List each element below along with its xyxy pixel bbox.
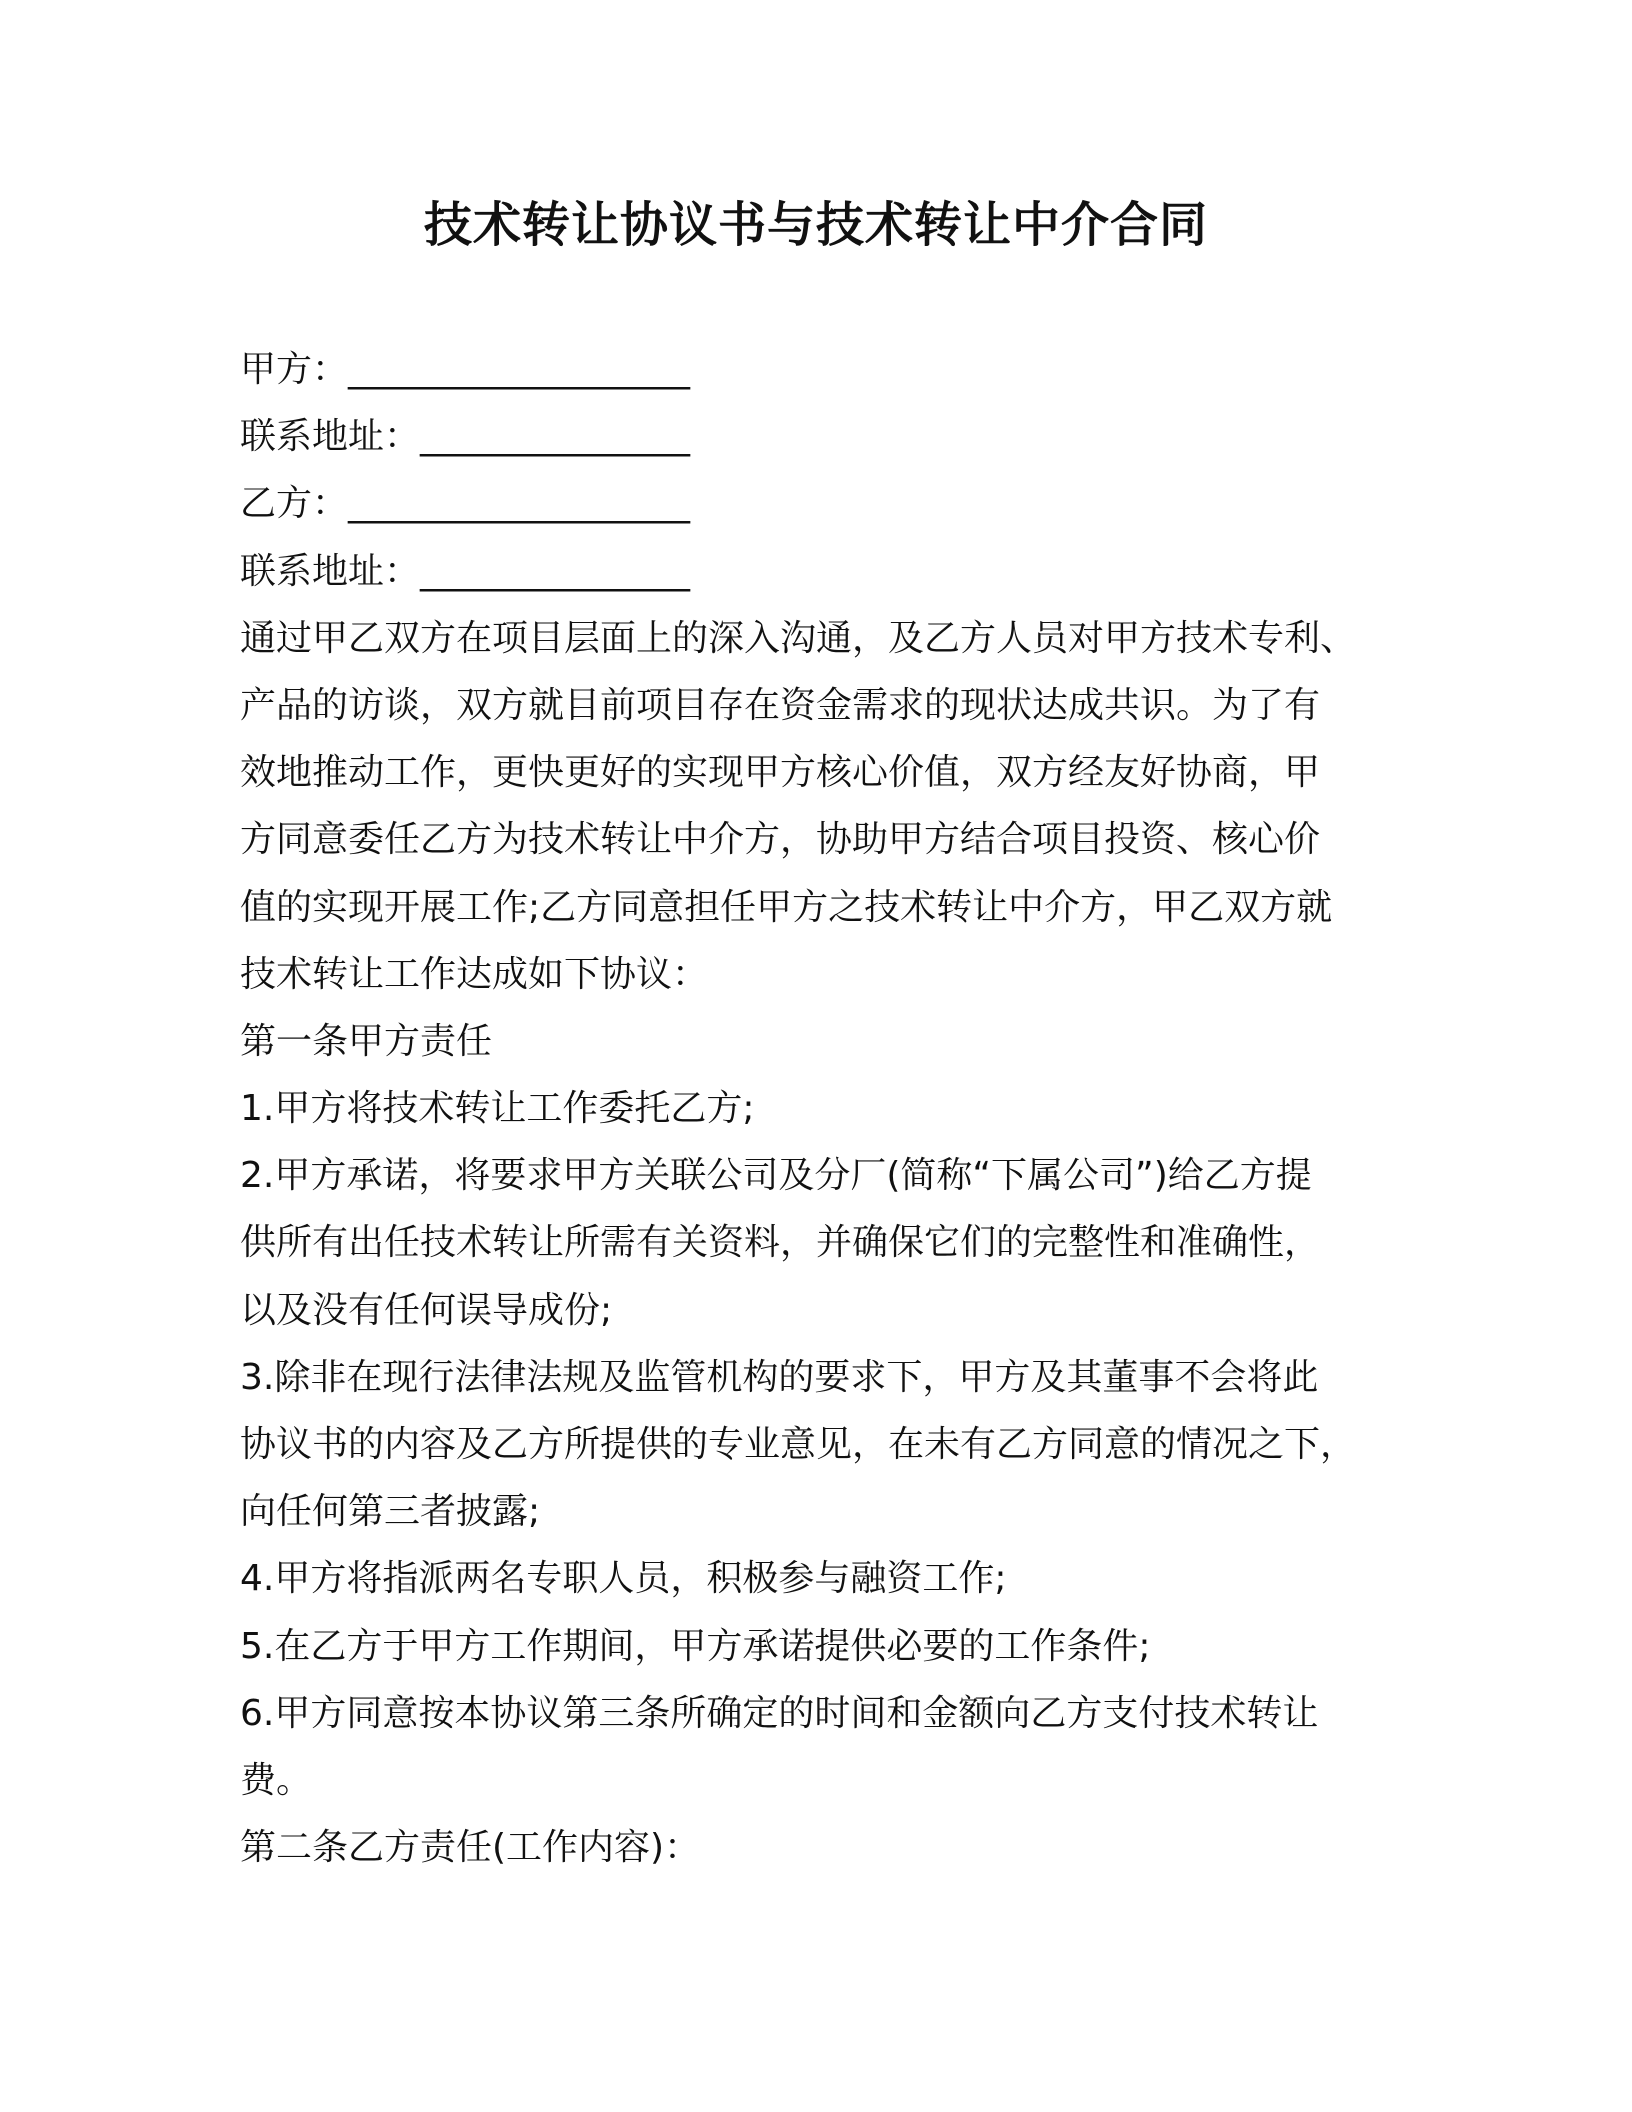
document-title: 技术转让协议书与技术转让中介合同 bbox=[423, 197, 1208, 253]
article-1-item-2: 供所有出任技术转让所需有关资料，并确保它们的完整性和准确性， bbox=[240, 1222, 1321, 1264]
party-b-address-field: 联系地址：_______________ bbox=[240, 550, 691, 592]
article-1-heading: 第一条甲方责任 bbox=[240, 1020, 493, 1062]
article-1-item-6: 6.甲方同意按本协议第三条所确定的时间和金额向乙方支付技术转让 bbox=[240, 1692, 1319, 1734]
preamble-line: 通过甲乙双方在项目层面上的深入沟通，及乙方人员对甲方技术专利、 bbox=[240, 617, 1357, 659]
article-1-item-5: 5.在乙方于甲方工作期间，甲方承诺提供必要的工作条件; bbox=[240, 1625, 1151, 1667]
preamble-line: 值的实现开展工作;乙方同意担任甲方之技术转让中介方，甲乙双方就 bbox=[240, 886, 1333, 928]
preamble-line: 效地推动工作，更快更好的实现甲方核心价值，双方经友好协商，甲 bbox=[240, 752, 1321, 794]
article-2-heading: 第二条乙方责任(工作内容)： bbox=[240, 1827, 701, 1869]
preamble-line: 方同意委任乙方为技术转让中介方，协助甲方结合项目投资、核心价 bbox=[240, 819, 1321, 861]
document-body bbox=[240, 336, 1390, 1881]
article-1-item-3: 3.除非在现行法律法规及监管机构的要求下，甲方及其董事不会将此 bbox=[240, 1356, 1319, 1398]
preamble-line: 技术转让工作达成如下协议： bbox=[240, 953, 709, 995]
party-a-address-field: 联系地址：_______________ bbox=[240, 416, 691, 458]
preamble-line: 产品的访谈，双方就目前项目存在资金需求的现状达成共识。为了有 bbox=[240, 684, 1321, 726]
article-1-item-3: 协议书的内容及乙方所提供的专业意见，在未有乙方同意的情况之下， bbox=[240, 1424, 1357, 1465]
article-1-item-6: 费。 bbox=[240, 1759, 313, 1801]
article-1-item-4: 4.甲方将指派两名专职人员，积极参与融资工作; bbox=[240, 1558, 1007, 1600]
article-1-item-2: 2.甲方承诺，将要求甲方关联公司及分厂(简称“下属公司”)给乙方提 bbox=[240, 1155, 1312, 1197]
article-1-item-2: 以及没有任何误导成份; bbox=[240, 1289, 613, 1331]
party-b-field: 乙方：___________________ bbox=[240, 483, 691, 525]
article-1-item-1: 1.甲方将技术转让工作委托乙方; bbox=[240, 1088, 755, 1130]
article-1-item-3: 向任何第三者披露; bbox=[240, 1491, 541, 1533]
party-a-field: 甲方：___________________ bbox=[240, 349, 691, 390]
